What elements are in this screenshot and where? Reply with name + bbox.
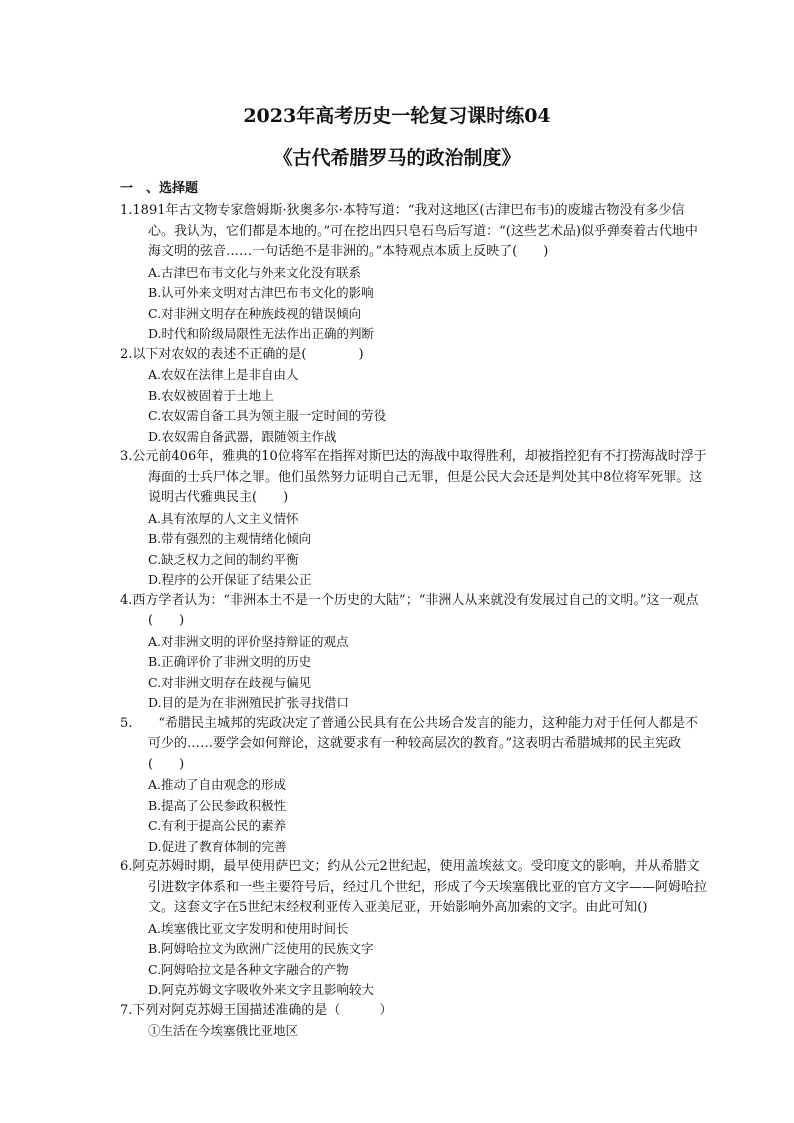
option-a: A.对非洲文明的评价坚持辩证的观点 [148, 633, 349, 649]
option-c: C.缺乏权力之间的制约平衡 [148, 551, 299, 567]
statement-1: ①生活在今埃塞俄比亚地区 [148, 1023, 299, 1038]
option-d: D.阿克苏姆文字吸收外来文字且影响较大 [148, 982, 375, 997]
section-heading: 一 、选择题 [120, 181, 199, 196]
question-2 [120, 345, 708, 448]
option-b: B.提高了公民参政积极性 [148, 797, 287, 813]
question-stem: 1.1891年古文物专家詹姆斯·狄奥多尔·本特写道：“我对这地区(古津巴布韦)的废墟古物没有多少信心。我认为，它们都是本地的。”可在挖出四只皂石鸟后写道：“(这些艺术品)似乎弹奏着古代地中海文明的弦音……一句话绝不是非洲的。”本特观点本质上反映了( ) [120, 203, 698, 259]
option-d: D.程序的公开保证了结果公正 [148, 572, 312, 587]
question-4 [120, 591, 708, 714]
option-a: A.具有浓厚的人文主义情怀 [148, 510, 299, 526]
question-stem: 5. “希腊民主城邦的宪政决定了普通公民具有在公共场合发言的能力，这种能力对于任何人都是不可少的……要学会如何辩论，这就要求有一种较高层次的教育。”这表明古希腊城邦的民主宪政( ) [120, 715, 699, 772]
question-7 [120, 1001, 708, 1042]
option-b: B.带有强烈的主观情绪化倾向 [148, 531, 312, 546]
question-5 [120, 714, 708, 858]
question-stem: 4.西方学者认为：“非洲本土不是一个历史的大陆”；“非洲人从来就没有发展过自己的文明。”这一观点( ) [120, 592, 699, 628]
option-d: D.目的是为在非洲殖民扩张寻找借口 [148, 695, 350, 710]
option-b: B.阿姆哈拉文为欧洲广泛使用的民族文字 [148, 941, 374, 956]
option-a: A.埃塞俄比亚文字发明和使用时间长 [148, 920, 349, 936]
option-c: C.农奴需自备工具为领主服一定时间的劳役 [148, 408, 387, 423]
option-c: C.对非洲文明存在种族歧视的错误倾向 [148, 305, 362, 321]
option-a: A.农奴在法律上是非自由人 [148, 367, 299, 382]
question-3 [120, 447, 708, 591]
document-subtitle: 《古代希腊罗马的政治制度》 [273, 147, 521, 169]
option-b: B.认可外来文明对古津巴布韦文化的影响 [148, 285, 374, 300]
option-b: B.农奴被固着于土地上 [148, 387, 274, 403]
option-b: B.正确评价了非洲文明的历史 [148, 654, 312, 669]
question-list [120, 201, 708, 1042]
question-stem: 3.公元前406年，雅典的10位将军在指挥对斯巴达的海战中取得胜利，却被指控犯有不打捞海战时浮于海面的士兵尸体之罪。他们虽然努力证明自己无罪，但是公民大会还是判处其中8位将军死罪。这说明古代雅典民主( ) [120, 449, 707, 505]
question-stem: 2.以下对农奴的表述不正确的是( ) [120, 346, 364, 362]
question-stem: 7.下列对阿克苏姆王国描述准确的是（ ） [120, 1002, 393, 1018]
option-d: D.农奴需自备武器，跟随领主作战 [148, 428, 337, 444]
option-d: D.时代和阶级局限性无法作出正确的判断 [148, 326, 375, 341]
option-c: C.阿姆哈拉文是各种文字融合的产物 [148, 961, 349, 977]
question-1 [120, 201, 708, 345]
option-a: A.古津巴布韦文化与外来文化没有联系 [148, 264, 362, 280]
document-title: 2023年高考历史一轮复习课时练04 [243, 105, 551, 127]
option-d: D.促进了教育体制的完善 [148, 838, 287, 854]
option-c: C.对非洲文明存在歧视与偏见 [148, 674, 312, 690]
question-6 [120, 857, 708, 1001]
option-a: A.推动了自由观念的形成 [148, 777, 287, 792]
question-stem: 6.阿克苏姆时期，最早使用萨巴文；约从公元2世纪起，使用盖埃兹文。受印度文的影响，并从希腊文引进数字体系和一些主要符号后，经过几个世纪，形成了今天埃塞俄比亚的官方文字——阿姆哈拉文。这套文字在5世纪末经杈利亚传入亚美尼亚，开始影响外高加索的文字。由此可知() [120, 859, 708, 915]
option-c: C.有利于提高公民的素养 [148, 818, 287, 833]
